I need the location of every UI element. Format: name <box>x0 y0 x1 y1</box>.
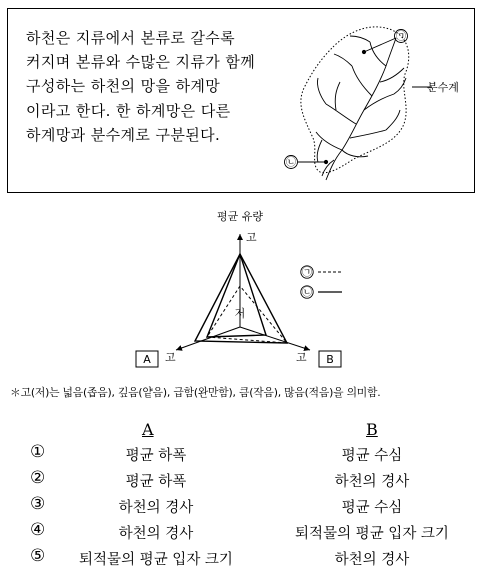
series-b-inner <box>207 254 266 337</box>
option-row-5[interactable] <box>0 547 482 569</box>
option-row-3[interactable] <box>0 495 482 517</box>
divide-label: 분수계 <box>427 81 459 94</box>
header-b: B <box>366 420 378 439</box>
basin-label-b: ㉡ <box>286 157 296 169</box>
option-number: ② <box>30 468 46 488</box>
legend-a-symbol: ㉠ <box>302 267 312 279</box>
passage-line: 하계망과 분수계로 구분된다. <box>26 125 221 144</box>
option-b-value: 평균 수심 <box>341 500 403 516</box>
header-a: A <box>142 420 154 439</box>
options-header <box>0 420 482 442</box>
option-b-value: 평균 수심 <box>341 448 403 464</box>
option-row-1[interactable] <box>0 443 482 465</box>
option-a-value: 평균 하폭 <box>125 448 187 464</box>
radar-left-high: 고 <box>165 351 176 364</box>
option-row-4[interactable] <box>0 521 482 543</box>
passage-line: 하천은 지류에서 본류로 갈수록 <box>26 29 236 47</box>
option-a-value: 하천의 경사 <box>118 526 194 542</box>
option-b-value: 하천의 경사 <box>334 474 410 490</box>
option-number: ④ <box>30 520 46 540</box>
option-number: ① <box>30 442 46 462</box>
passage-line: 이라고 한다. 한 하계망은 다른 <box>26 101 231 120</box>
passage-line: 커지며 본류와 수많은 지류가 함께 <box>26 53 256 72</box>
series-b-polygon <box>195 254 287 343</box>
option-a-value: 하천의 경사 <box>118 500 194 516</box>
radar-top-axis-label: 평균 유량 <box>216 210 264 223</box>
radar-top-high: 고 <box>246 231 257 244</box>
axis-right <box>240 327 310 350</box>
option-a-value: 퇴적물의 평균 입자 크기 <box>79 552 233 568</box>
passage-line: 구성하는 하천의 망을 하계망 <box>26 77 221 96</box>
radar-center-low: 저 <box>234 307 246 320</box>
option-number: ③ <box>30 494 46 514</box>
option-b-value: 하천의 경사 <box>334 552 410 568</box>
basin-label-a: ㉠ <box>396 31 406 43</box>
legend-b-symbol: ㉡ <box>302 287 312 299</box>
option-a-value: 평균 하폭 <box>125 474 187 490</box>
option-row-2[interactable] <box>0 469 482 491</box>
box-a-label: A <box>143 353 151 366</box>
option-number: ⑤ <box>30 546 46 566</box>
footnote: ＊고(저)는 넓음(좁음), 깊음(얕음), 급함(완만함), 큼(작음), 많음(적음)을 의미함. <box>10 386 381 399</box>
box-b-label: B <box>326 353 334 366</box>
radar-right-high: 고 <box>296 351 307 364</box>
option-b-value: 퇴적물의 평균 입자 크기 <box>295 526 449 542</box>
